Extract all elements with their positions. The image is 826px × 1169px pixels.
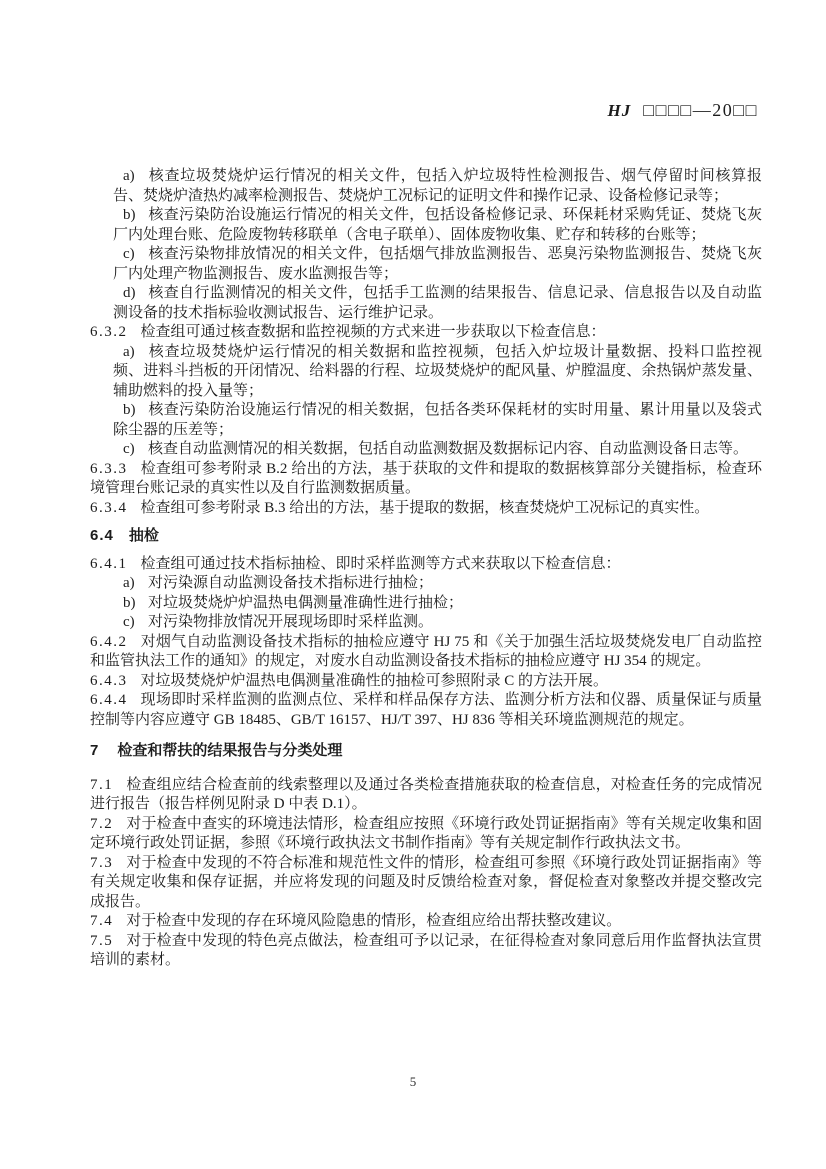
- doc-code-prefix: HJ: [607, 101, 632, 120]
- clause-number: 7.2: [90, 815, 114, 832]
- list-item-c: [90, 613, 762, 633]
- list-item-text: 核查垃圾焚烧炉运行情况的相关数据和监控视频，包括入炉垃圾计量数据、投料口监控视频、进料斗挡板的开闭情况、给料器的行程、垃圾焚烧炉的配风量、炉膛温度、余热锅炉蒸发量、辅助燃料的投入量等；: [113, 343, 762, 399]
- clause-text: 对烟气自动监测设备技术指标的抽检应遵守 HJ 75 和《关于加强生活垃圾焚烧发电厂自动监控和监管执法工作的通知》的规定，对废水自动监测设备技术指标的抽检应遵守 HJ 354 的规定。: [90, 633, 762, 669]
- section-title: 抽检: [128, 527, 159, 544]
- list-item-marker: a): [123, 343, 135, 360]
- doc-code-suffix: □□□□—20□□: [643, 100, 758, 120]
- clause-number: 6.4.3: [90, 672, 128, 689]
- clause-number: 6.4.2: [90, 633, 128, 650]
- list-item-b: [90, 206, 762, 245]
- list-item-marker: a): [123, 168, 135, 184]
- clause-text: 对于检查中发现的特色亮点做法，检查组可予以记录，在征得检查对象同意后用作监督执法宣贯培训的素材。: [90, 932, 762, 968]
- list-item-text: 核查污染防治设施运行情况的相关数据，包括各类环保耗材的实时用量、累计用量以及袋式除尘器的压差等；: [113, 402, 762, 438]
- list-item-marker: c): [123, 614, 135, 630]
- chapter-heading-7: [90, 741, 762, 761]
- clause-6-3-3: [90, 460, 762, 499]
- list-item-text: 核查垃圾焚烧炉运行情况的相关文件，包括入炉垃圾特性检测报告、烟气停留时间核算报告、焚烧炉渣热灼减率检测报告、焚烧炉工况标记的证明文件和操作记录、设备检修记录等；: [113, 168, 762, 204]
- list-item-marker: a): [123, 575, 135, 591]
- clause-number: 7.5: [90, 932, 114, 949]
- clause-number: 6.3.3: [90, 460, 128, 477]
- list-item-a: [90, 167, 762, 206]
- list-item-marker: c): [123, 441, 135, 457]
- clause-text: 检查组可通过核查数据和监控视频的方式来进一步获取以下检查信息：: [140, 324, 606, 340]
- section-number: 6.4: [90, 527, 114, 544]
- clause-7-1: [90, 776, 762, 815]
- clause-text: 对垃圾焚烧炉炉温热电偶测量准确性的抽检可参照附录 C 的方法开展。: [140, 672, 609, 689]
- clause-6-4-3: [90, 672, 762, 692]
- clause-number: 6.3.4: [90, 499, 128, 516]
- list-item-text: 核查自行监测情况的相关文件，包括手工监测的结果报告、信息记录、信息报告以及自动监测设备的技术指标验收测试报告、运行维护记录。: [113, 285, 762, 321]
- clause-number: 6.4.4: [90, 692, 128, 708]
- clause-6-4-1: [90, 555, 762, 575]
- list-item-a: [90, 343, 762, 402]
- clause-6-3-2: [90, 323, 762, 343]
- list-item-text: 对垃圾焚烧炉炉温热电偶测量准确性进行抽检；: [148, 594, 464, 611]
- chapter-number: 7: [90, 742, 99, 759]
- clause-number: 7.4: [90, 913, 114, 929]
- list-item-c: [90, 440, 762, 460]
- document-body: [90, 167, 762, 971]
- clause-7-4: [90, 912, 762, 932]
- list-item-marker: d): [123, 285, 136, 301]
- clause-text: 检查组应结合检查前的线索整理以及通过各类检查措施获取的检查信息，对检查任务的完成情况进行报告（报告样例见附录 D 中表 D.1）。: [90, 776, 762, 812]
- page-number: 5: [409, 1074, 417, 1089]
- clause-number: 6.3.2: [90, 324, 128, 340]
- list-item-text: 核查污染物排放情况的相关文件，包括烟气排放监测报告、恶臭污染物监测报告、焚烧飞灰厂内处理产物监测报告、废水监测报告等；: [113, 246, 762, 282]
- section-heading-6-4: [90, 526, 762, 546]
- list-item-c: [90, 245, 762, 284]
- list-item-marker: b): [123, 594, 136, 611]
- clause-6-3-4: [90, 499, 762, 519]
- clause-number: 7.1: [90, 776, 114, 793]
- list-item-text: 对污染物排放情况开展现场即时采样监测。: [148, 614, 434, 630]
- list-item-text: 核查污染防治设施运行情况的相关文件，包括设备检修记录、环保耗材采购凭证、焚烧飞灰厂内处理台账、危险废物转移联单（含电子联单）、固体废物收集、贮存和转移的台账等；: [113, 207, 762, 243]
- clause-7-2: [90, 815, 762, 854]
- list-item-marker: c): [123, 246, 135, 262]
- clause-6-4-2: [90, 633, 762, 672]
- clause-7-5: [90, 932, 762, 971]
- doc-code-header: [608, 100, 758, 121]
- list-item-b: [90, 401, 762, 440]
- list-item-marker: b): [123, 207, 136, 223]
- clause-text: 对于检查中发现的存在环境风险隐患的情形，检查组应给出帮扶整改建议。: [126, 913, 622, 929]
- clause-number: 7.3: [90, 854, 114, 871]
- clause-text: 对于检查中发现的不符合标准和规范性文件的情形，检查组可参照《环境行政处罚证据指南》等有关规定收集和保存证据，并应将发现的问题及时反馈给检查对象，督促检查对象整改并提交整改完成报告。: [90, 854, 762, 910]
- clause-text: 检查组可通过技术指标抽检、即时采样监测等方式来获取以下检查信息：: [140, 555, 621, 572]
- clause-text: 检查组可参考附录 B.3 给出的方法，基于提取的数据，核查焚烧炉工况标记的真实性。: [140, 499, 710, 516]
- list-item-a: [90, 574, 762, 594]
- list-item-text: 对污染源自动监测设备技术指标进行抽检；: [148, 575, 434, 591]
- clause-text: 检查组可参考附录 B.2 给出的方法，基于获取的文件和提取的数据核算部分关键指标，检查环境管理台账记录的真实性以及自行监测数据质量。: [90, 460, 762, 496]
- chapter-title: 检查和帮扶的结果报告与分类处理: [117, 742, 343, 759]
- clause-number: 6.4.1: [90, 555, 128, 572]
- list-item-d: [90, 284, 762, 323]
- clause-7-3: [90, 854, 762, 913]
- list-item-text: 核查自动监测情况的相关数据，包括自动监测数据及数据标记内容、自动监测设备日志等。: [148, 441, 749, 457]
- list-item-marker: b): [123, 402, 136, 418]
- clause-text: 现场即时采样监测的监测点位、采样和样品保存方法、监测分析方法和仪器、质量保证与质量控制等内容应遵守 GB 18485、GB/T 16157、HJ/T 397、HJ 836 等相关环境监测规范的规定。: [90, 692, 762, 728]
- clause-text: 对于检查中查实的环境违法情形，检查组应按照《环境行政处罚证据指南》等有关规定收集和固定环境行政处罚证据，参照《环境行政执法文书制作指南》等有关规定制作行政执法文书。: [90, 815, 762, 851]
- list-item-b: [90, 594, 762, 614]
- clause-6-4-4: [90, 691, 762, 730]
